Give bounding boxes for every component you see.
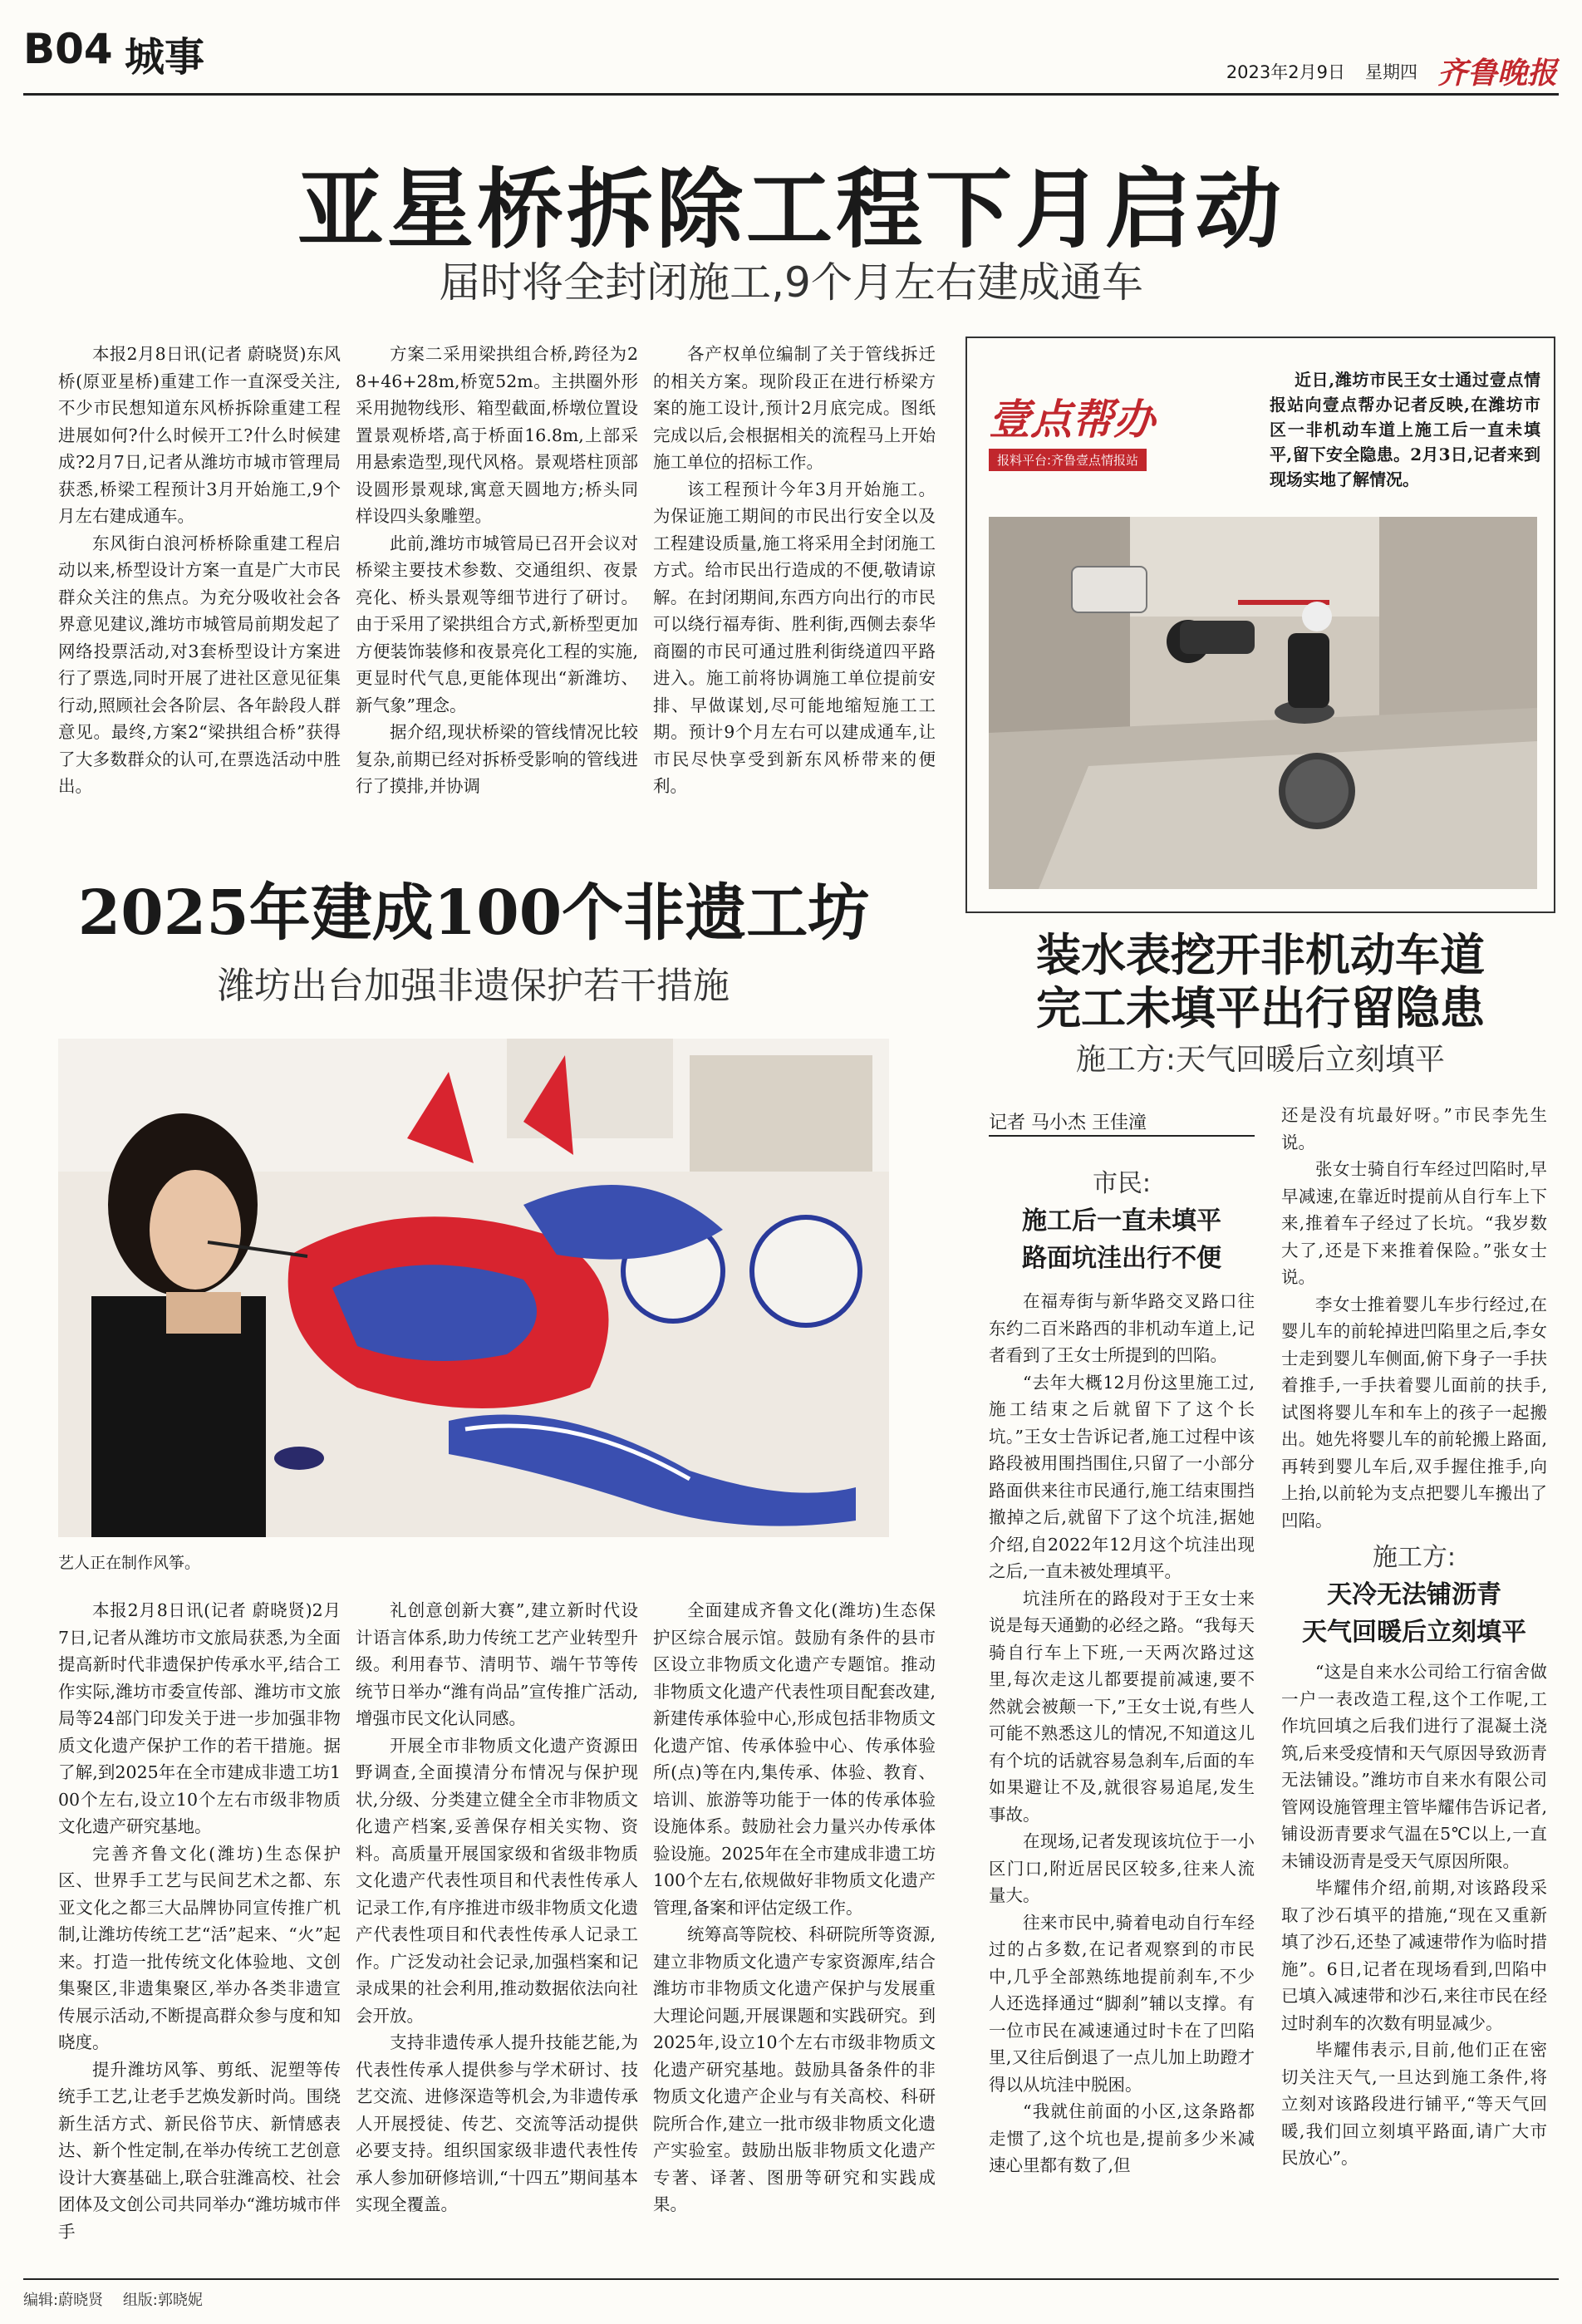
- issue-date: 2023年2月9日: [1226, 61, 1345, 82]
- article2-subheadline: 潍坊出台加强非遗保护若干措施: [218, 965, 730, 1007]
- article1-column-2: [356, 341, 638, 839]
- help-badge-title: 壹点帮办: [989, 396, 1155, 444]
- kite-artisan-illustration: [58, 1039, 889, 1537]
- article3-intro: 近日,潍坊市民王女士通过壹点情报站向壹点帮办记者反映,在潍坊市区一非机动车道上施工后一直未填平,留下安全隐患。2月3日,记者来到现场实地了解情况。: [1270, 370, 1540, 489]
- page-number: B04: [23, 25, 113, 73]
- article2-headline: 2025年建成100个非遗工坊: [77, 877, 870, 949]
- paragraph: 往来市民中,骑着电动自行车经过的占多数,在记者观察到的市民中,几乎全部熟练地提前刹车,不少人还选择通过“脚刹”辅以支撑。有一位市民在减速通过时卡在了凹陷里,又往后倒退了一点儿加上助蹬才得以从坑洼中脱困。: [989, 1912, 1255, 2095]
- article3-column-3: [1281, 1658, 1547, 2273]
- paragraph: 在福寿街与新华路交叉路口往东约二百米路西的非机动车道上,记者看到了王女士所提到的凹陷。: [989, 1291, 1255, 1365]
- paragraph: 方案二采用梁拱组合桥,跨径为28+46+28m,桥宽52m。主拱圈外形采用抛物线形、箱型截面,桥墩位置设置景观桥塔,高于桥面16.8m,上部采用悬索造型,现代风格。景观塔柱顶部设圆形景观球,寓意天圆地方;桥头同样设四头象雕塑。: [356, 344, 638, 526]
- paragraph: 坑洼所在的路段对于王女士来说是每天通勤的必经之路。“我每天骑自行车上下班,一天两次路过这里,每次走这儿都要提前减速,要不然就会被颠一下,”王女士说,有些人可能不熟悉这儿的情况,不知道这儿有个坑的话就容易急刹车,后面的车如果避让不及,就很容易追尾,发生事故。: [989, 1588, 1255, 1825]
- article1-headline: 亚星桥拆除工程下月启动: [297, 158, 1285, 260]
- subhead-residents: [989, 1165, 1255, 1277]
- subhead-line: 施工后一直未填平: [1022, 1206, 1221, 1236]
- road-damage-photo: [989, 517, 1537, 889]
- article2-column-3: [653, 1597, 936, 2270]
- paragraph: 李女士推着婴儿车步行经过,在婴儿车的前轮掉进凹陷里之后,李女士走到婴儿车侧面,俯下身子一手扶着推手,一手扶着婴儿面前的扶手,试图将婴儿车和车上的孩子一起搬出。她先将婴儿车的前轮搬上路面,再转到婴儿车后,双手握住推手,向上抬,以前轮为支点把婴儿车搬出了凹陷。: [1281, 1294, 1547, 1530]
- photo-caption: 艺人正在制作风筝。: [58, 1554, 201, 1572]
- article3-byline: 记者 马小杰 王佳潼: [989, 1113, 1147, 1133]
- help-badge: [989, 391, 1255, 482]
- paragraph: 支持非遗传承人提升技能艺能,为代表性传承人提供参与学术研讨、技艺交流、进修深造等机会,为非遗传承人开展授徒、传艺、交流等活动提供必要支持。组织国家级非遗代表性传承人参加研修培训,“十四五”期间基本实现全覆盖。: [356, 2032, 638, 2214]
- paragraph: 此前,潍坊市城管局已召开会议对桥梁主要技术参数、交通组织、夜景亮化、桥头景观等细节进行了研讨。由于采用了梁拱组合方式,新桥型更加方便装饰装修和夜景亮化工程的实施,更显时代气息,更能体现出“新潍坊、新气象”理念。: [356, 533, 638, 715]
- paragraph: “我就住前面的小区,这条路都走惯了,这个坑也是,提前多少米减速心里都有数了,但: [989, 2101, 1255, 2175]
- paragraph: 还是没有坑最好呀。”市民李先生说。: [1281, 1105, 1547, 1152]
- article1-column-1: [58, 341, 341, 839]
- issue-weekday: 星期四: [1364, 61, 1417, 82]
- paragraph: 提升潍坊风筝、剪纸、泥塑等传统手工艺,让老手艺焕发新时尚。围绕新生活方式、新民俗节庆、新情感表达、新个性定制,在举办传统工艺创意设计大赛基础上,联合驻潍高校、社会团体及文创公司共同举办“潍坊城市伴手: [58, 2059, 341, 2242]
- paragraph: 该工程预计今年3月开始施工。为保证施工期间的市民出行安全以及工程建设质量,施工将采用全封闭施工方式。给市民出行造成的不便,敬请谅解。在封闭期间,东西方向出行的市民可以绕行福寿街、胜利街,西侧去泰华商圈的市民可通过胜利街绕道四平路进入。施工前将协调施工单位提前安排、早做谋划,尽可能地缩短施工工期。预计9个月左右可以建成通车,让市民尽快享受到新东风桥带来的便利。: [653, 479, 936, 796]
- article3-headline-line2: 完工未填平出行留隐患: [1036, 981, 1485, 1034]
- subhead-contractor: [1281, 1539, 1547, 1651]
- paragraph: 礼创意创新大赛”,建立新时代设计语言体系,助力传统工艺产业转型升级。利用春节、清明节、端午节等传统节日举办“潍有尚品”宣传推广活动,增强市民文化认同感。: [356, 1600, 638, 1728]
- paragraph: “这是自来水公司给工行宿舍做一户一表改造工程,这个工作呢,工作坑回填之后我们进行了混凝土浇筑,后来受疫情和天气原因导致沥青无法铺设。”潍坊市自来水有限公司管网设施管理主管毕耀伟告诉记者,铺设沥青要求气温在5℃以上,一直未铺设沥青是受天气原因所限。: [1281, 1662, 1547, 1871]
- paragraph: 毕耀伟介绍,前期,对该路段采取了沙石填平的措施,“现在又重新填了沙石,还垫了减速带作为临时措施”。6日,记者在现场看到,凹陷中已填入减速带和沙石,来往市民在经过时刹车的次数有明显减少。: [1281, 1878, 1547, 2033]
- paragraph: 完善齐鲁文化(潍坊)生态保护区、世界手工艺与民间艺术之都、东亚文化之都三大品牌协同宣传推广机制,让潍坊传统工艺“活”起来、“火”起来。打造一批传统文化体验地、文创集聚区,非遗集聚区,举办各类非遗宣传展示活动,不断提高群众参与度和知晓度。: [58, 1843, 341, 2052]
- article3-subheadline: 施工方:天气回暖后立刻填平: [1075, 1043, 1446, 1077]
- article3-headline-line1: 装水表挖开非机动车道: [1036, 928, 1485, 981]
- paragraph: 本报2月8日讯(记者 蔚晓贤)东风桥(原亚星桥)重建工作一直深受关注,不少市民想知道东风桥拆除重建工程进展如何?什么时候开工?什么时候建成?2月7日,记者从潍坊市城市管理局获悉,桥梁工程预计3月开始施工,9个月左右建成通车。: [58, 344, 341, 526]
- subhead-line: 天冷无法铺沥青: [1327, 1580, 1501, 1609]
- article1-column-3: [653, 341, 936, 839]
- paragraph: 在现场,记者发现该坑位于一小区门口,附近居民区较多,往来人流量大。: [989, 1831, 1255, 1905]
- article2-column-1: [58, 1597, 341, 2270]
- subhead-tag: 施工方:: [1372, 1543, 1457, 1572]
- footer-rule: [23, 2278, 1559, 2280]
- article3-column-2: [1281, 1102, 1547, 1534]
- article2-column-2: [356, 1597, 638, 2270]
- paragraph: 统筹高等院校、科研院所等资源,建立非物质文化遗产专家资源库,结合潍坊市非物质文化遗产保护与发展重大理论问题,开展课题和实践研究。到2025年,设立10个左右市级非物质文化遗产研究基地。鼓励具备条件的非物质文化遗产企业与有关高校、科研院所合作,建立一批市级非物质文化遗产实验室。鼓励出版非物质文化遗产专著、译著、图册等研究和实践成果。: [653, 1924, 936, 2214]
- header-meta: [1226, 50, 1557, 92]
- article1-subheadline: 届时将全封闭施工,9个月左右建成通车: [439, 258, 1143, 307]
- byline-rule: [989, 1135, 1255, 1137]
- paragraph: 本报2月8日讯(记者 蔚晓贤)2月7日,记者从潍坊市文旅局获悉,为全面提高新时代非遗保护传承水平,结合工作实际,潍坊市委宣传部、潍坊市文旅局等24部门印发关于进一步加强非物质文化遗产保护工作的若干措施。据了解,到2025年在全市建成非遗工坊100个左右,设立10个左右市级非物质文化遗产研究基地。: [58, 1600, 341, 1836]
- footer-credits: [23, 2288, 203, 2310]
- article3-column-1: [989, 1288, 1255, 2272]
- editor-credit: 编辑:蔚晓贤: [23, 2292, 104, 2309]
- paragraph: 据介绍,现状桥梁的管线情况比较复杂,前期已经对拆桥受影响的管线进行了摸排,并协调: [356, 722, 638, 796]
- paragraph: “去年大概12月份这里施工过,施工结束之后就留下了这个长坑。”王女士告诉记者,施工过程中该路段被用围挡围住,只留了一小部分路面供来往市民通行,施工结束围挡撤掉之后,就留下了这个坑洼,据她介绍,自2022年12月这个坑洼出现之后,一直未被处理填平。: [989, 1372, 1255, 1581]
- paragraph: 开展全市非物质文化遗产资源田野调查,全面摸清分布情况与保护现状,分级、分类建立健全全市非物质文化遗产档案,妥善保存相关实物、资料。高质量开展国家级和省级非物质文化遗产代表性项目和代表性传承人记录工作,有序推进市级非物质文化遗产代表性项目和代表性传承人记录工作。广泛发动社会记录,加强档案和记录成果的社会利用,推动数据依法向社会开放。: [356, 1735, 638, 2026]
- subhead-line: 天气回暖后立刻填平: [1302, 1618, 1526, 1647]
- paragraph: 东风街白浪河桥桥除重建工程启动以来,桥型设计方案一直是广大市民群众关注的焦点。为充分吸收社会各界意见建议,潍坊市城管局前期发起了网络投票活动,对3套桥型设计方案进行了票选,同时开展了进社区意见征集行动,照顾社会各阶层、各年龄段人群意见。最终,方案2“梁拱组合桥”获得了大多数群众的认可,在票选活动中胜出。: [58, 533, 341, 796]
- paragraph: 毕耀伟表示,目前,他们正在密切关注天气,一旦达到施工条件,将立刻对该路段进行铺平,“等天气回暖,我们回立刻填平路面,请广大市民放心”。: [1281, 2040, 1547, 2168]
- subhead-tag: 市民:: [1092, 1169, 1152, 1198]
- paragraph: 全面建成齐鲁文化(潍坊)生态保护区综合展示馆。鼓励有条件的县市区设立非物质文化遗产专题馆。推动非物质文化遗产代表性项目配套改建,新建传承体验中心,形成包括非物质文化遗产馆、传承体验中心、传承体验所(点)等在内,集传承、体验、教育、培训、旅游等功能于一体的传承体验设施体系。鼓励社会力量兴办传承体验设施。2025年在全市建成非遗工坊100个左右,依规做好非物质文化遗产管理,备案和评估定级工作。: [653, 1600, 936, 1918]
- newspaper-logo: 齐鲁晚报: [1437, 56, 1557, 91]
- subhead-line: 路面坑洼出行不便: [1022, 1244, 1221, 1273]
- header-rule: [23, 93, 1559, 96]
- section-name: 城事: [125, 34, 205, 81]
- paragraph: 张女士骑自行车经过凹陷时,早早减速,在靠近时提前从自行车上下来,推着车子经过了长坑。“我岁数大了,还是下来推着保险。”张女士说。: [1281, 1159, 1547, 1287]
- paragraph: 各产权单位编制了关于管线拆迁的相关方案。现阶段正在进行桥梁方案的施工设计,预计2月底完成。图纸完成以后,会根据相关的流程马上开始施工单位的招标工作。: [653, 344, 936, 472]
- kite-artisan-photo: [58, 1039, 889, 1537]
- street-illustration: [989, 517, 1537, 889]
- help-badge-subtitle: 报料平台:齐鲁壹点情报站: [989, 449, 1147, 471]
- layout-credit: 组版:郭晓妮: [122, 2292, 203, 2309]
